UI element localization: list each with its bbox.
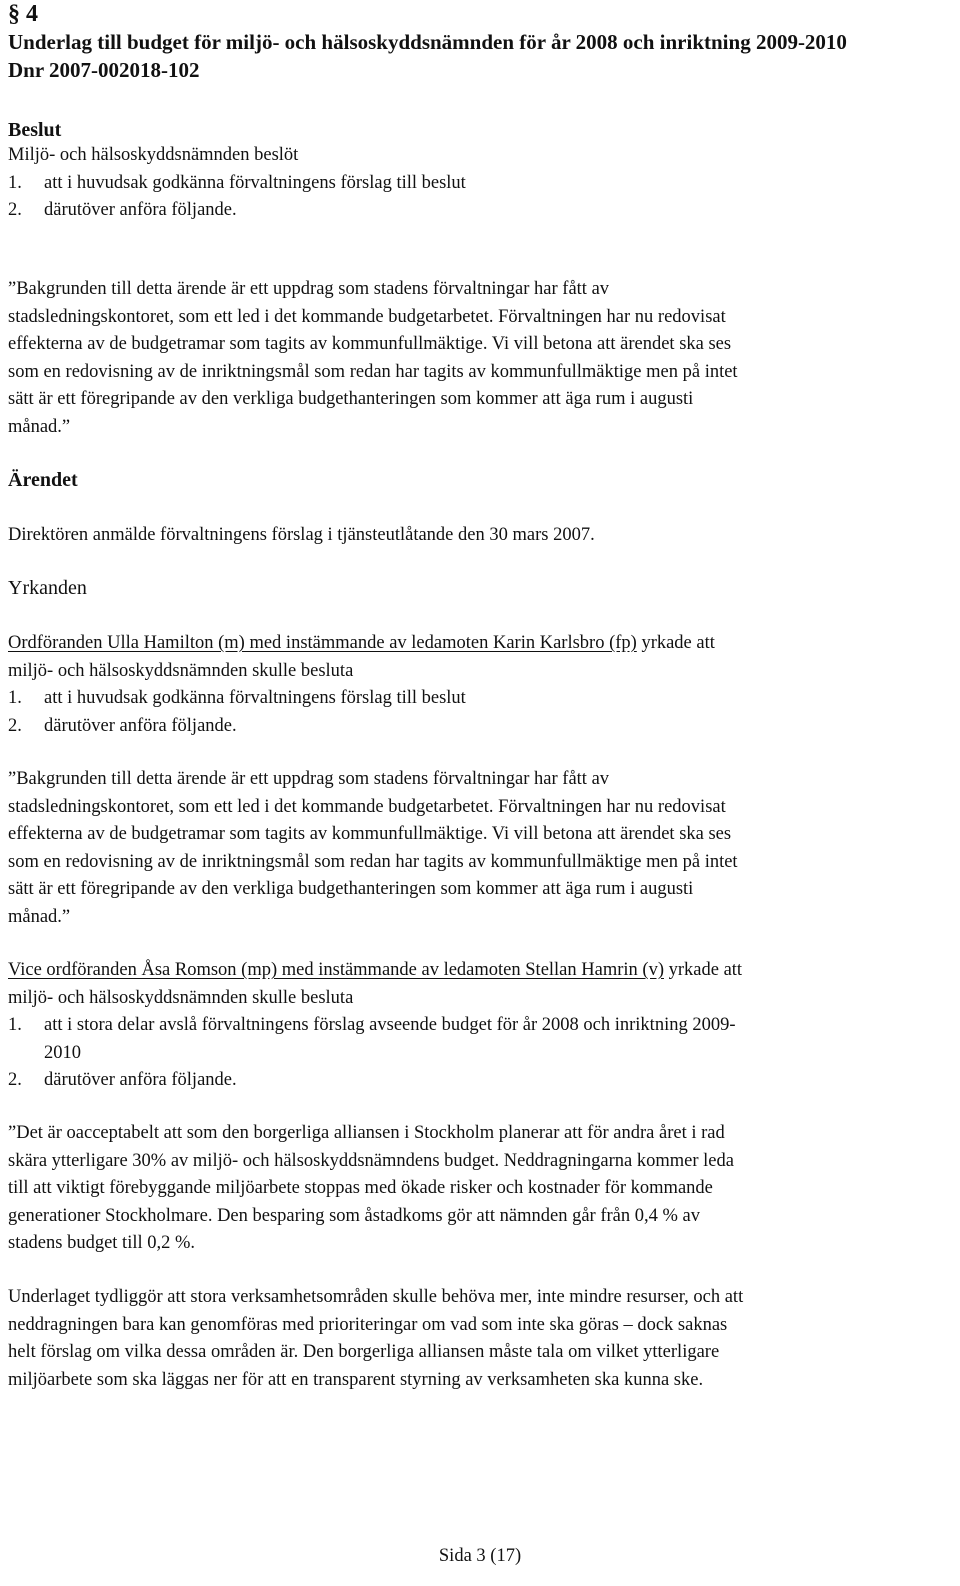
yrkande-2-paragraph: Underlaget tydliggör att stora verksamhetsområden skulle behöva mer, inte mindre resurser, och att neddragningen bara kan genomföras med prioriteringar om vad som inte ska göras – dock saknas helt förslag om vilka dessa områden är. Den borgerliga alliansen måste tala om vilket ytterligare miljöarbete som ska läggas ner för att en transparent styrning av verksamheten ska kunna ske. [8,1287,744,1390]
beslut-quote: ”Bakgrunden till detta ärende är ett uppdrag som stadens förvaltningar har fått av stadsledningskontoret, som ett led i det kommande budgetarbetet. Förvaltningen har nu redovisat effekterna av de budgetramar som tagits av kommunfullmäktige. Vi vill betona att ärendet ska ses som en redovisning av de inriktningsmål som redan har tagits av kommunfullmäktige men på intet sätt är ett föregripande av den verkliga budgethanteringen som kommer att äga rum i augusti månad.” [8,279,738,437]
section-number: § 4 [8,1,38,27]
beslut-block [8,142,466,225]
arendet-text: Direktören anmälde förvaltningens förslag i tjänsteutlåtande den 30 mars 2007. [8,525,595,545]
list-item: 1. att i stora delar avslå förvaltningens förslag avseende budget för år 2008 och inriktning 2009- [8,1015,736,1035]
list-item: 1. att i huvudsak godkänna förvaltningens förslag till beslut [8,688,466,708]
proposer-1: Ordföranden Ulla Hamilton (m) med instämmande av ledamoten Karin Karlsbro (fp) [8,633,637,653]
list-item: 2. därutöver anföra följande. [8,200,237,220]
list-item: 2. därutöver anföra följande. [8,1070,237,1090]
yrkanden-heading: Yrkanden [8,577,87,599]
page-footer: Sida 3 (17) [438,1546,522,1566]
yrkande-2: Vice ordföranden Åsa Romson (mp) med instämmande av ledamoten Stellan Hamrin (v) yrkade att miljö- och hälsoskyddsnämnden skulle besluta 1. att i stora delar avslå förvaltningens förslag avseende budget för år 2008 och inriktning 2009- 2010 2. därutöver anföra följande. [8,957,742,1095]
list-item: 1. att i huvudsak godkänna förvaltningens förslag till beslut [8,172,466,193]
yrkande-1-quote: ”Bakgrunden till detta ärende är ett uppdrag som stadens förvaltningar har fått av stadsledningskontoret, som ett led i det kommande budgetarbetet. Förvaltningen har nu redovisat effekterna av de budgetramar som tagits av kommunfullmäktige. Vi vill betona att ärendet ska ses som en redovisning av de inriktningsmål som redan har tagits av kommunfullmäktige men på intet sätt är ett föregripande av den verkliga budgethanteringen som kommer att äga rum i augusti månad.” [8,769,738,927]
document-title: Underlag till budget för miljö- och hälsoskyddsnämnden för år 2008 och inriktning 2009-2010 [8,30,847,54]
yrkande-1: Ordföranden Ulla Hamilton (m) med instämmande av ledamoten Karin Karlsbro (fp) yrkade att miljö- och hälsoskyddsnämnden skulle besluta 1. att i huvudsak godkänna förvaltningens förslag till beslut 2. därutöver anföra följande. [8,630,715,740]
beslut-heading: Beslut [8,119,62,141]
proposer-2: Vice ordföranden Åsa Romson (mp) med instämmande av ledamoten Stellan Hamrin (v) [8,960,664,980]
yrkande-2-quote: ”Det är oacceptabelt att som den borgerliga alliansen i Stockholm planerar att för andra året i rad skära ytterligare 30% av miljö- och hälsoskyddsnämndens budget. Neddragningarna kommer leda till att viktigt förebyggande miljöarbete stoppas med ökade risker och kostnader för kommande generationer Stockholmare. Den besparing som åstadkoms gör att nämnden går från 0,4 % av stadens budget till 0,2 %. [8,1123,734,1253]
list-item: 2. därutöver anföra följande. [8,715,237,736]
document-dnr: Dnr 2007-002018-102 [8,58,200,82]
beslut-intro: Miljö- och hälsoskyddsnämnden beslöt [8,145,299,165]
arendet-heading: Ärendet [8,469,78,491]
